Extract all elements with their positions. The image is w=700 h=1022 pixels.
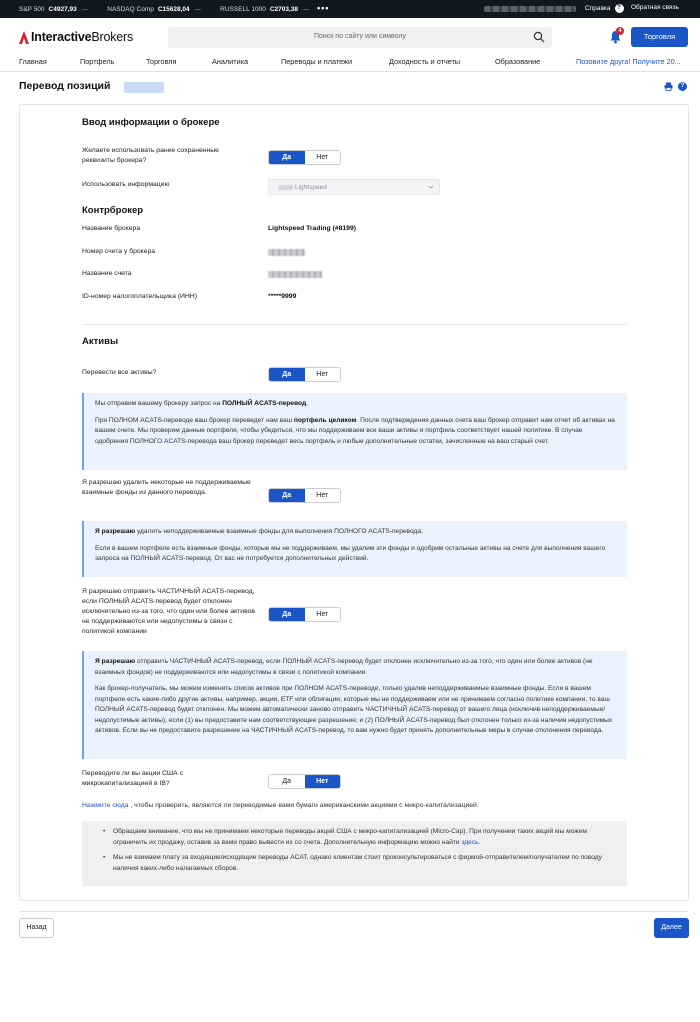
nav-home[interactable]: Главная	[19, 57, 47, 66]
full-acats-info-box	[82, 393, 627, 470]
saved-details-toggle	[268, 150, 341, 165]
account-selector-redacted[interactable]	[484, 6, 576, 12]
remove-funds-yes[interactable]: Да	[269, 489, 305, 502]
info-paragraph: Я разрешаю отправить ЧАСТИЧНЫЙ ACATS-перевод, если ПОЛНЫЙ ACATS-перевод будет отклонен исключительно из-за того, что один или более активов (не взаимных фондов) не поддерживаются или недопустимы в связи с политикой компании.	[95, 658, 593, 676]
help-label: Справка	[585, 5, 611, 12]
note-item: • Мы не взимаем плату за входящие/исходящие переводы ACAT, однако клиентам стоит проконсультироваться с фирмой-отправителем/получателем по поводу наличия каких-либо налагаемых сборов.	[103, 853, 617, 874]
microcap-toggle	[268, 774, 341, 789]
ticker-sp500[interactable]	[19, 6, 88, 13]
search-icon[interactable]	[533, 31, 545, 43]
saved-details-no[interactable]: Нет	[305, 151, 341, 164]
more-tickers-icon[interactable]: •••	[317, 3, 330, 13]
ticker-russell[interactable]	[220, 6, 309, 13]
ticker-delta: —	[303, 5, 310, 13]
feedback-link[interactable]: Обратная связь	[631, 4, 679, 11]
nav-transfers[interactable]: Переводы и платежи	[281, 57, 353, 66]
remove-funds-toggle	[268, 488, 341, 503]
notification-count-badge: 4	[616, 27, 624, 35]
account-id-redacted	[124, 82, 164, 93]
ticker-delta: —	[81, 5, 89, 13]
microcap-check-desc: , чтобы проверить, являются ли переводимые вами бумаги американскими акциями с микро-капитализацией.	[128, 802, 479, 809]
nav-trade[interactable]: Торговля	[146, 57, 177, 66]
saved-details-question: Желаете использовать ранее сохраненные реквизиты брокера?	[82, 147, 219, 164]
counterparty-heading: Контрброкер	[82, 205, 144, 216]
search-input[interactable]: Поиск по сайту или символу	[313, 33, 407, 40]
account-name-label: Название счета	[82, 270, 132, 277]
nav-research[interactable]: Аналитика	[212, 57, 249, 66]
main-header	[0, 18, 700, 54]
transfer-all-toggle	[268, 367, 341, 382]
ticker-name: S&P 500	[19, 5, 45, 13]
use-info-label: Использовать информацию	[82, 181, 170, 188]
ticker-value: C4927,93	[48, 5, 77, 13]
saved-broker-select[interactable]	[268, 179, 440, 195]
microcap-yes[interactable]: Да	[269, 775, 305, 788]
site-search[interactable]	[168, 27, 552, 48]
partial-transfer-no[interactable]: Нет	[305, 608, 341, 621]
microcap-check-text	[82, 802, 479, 809]
ticker-value: C15628,04	[157, 5, 190, 13]
partial-transfer-yes[interactable]: Да	[269, 608, 305, 621]
broker-name-value: Lightspeed Trading (#8199)	[268, 225, 357, 232]
account-number-redacted	[268, 249, 305, 256]
next-button[interactable]: Далее	[654, 918, 689, 938]
notifications-button[interactable]	[609, 30, 622, 44]
tax-id-value: *****9999	[268, 293, 297, 300]
ib-logo-mark-icon	[19, 31, 29, 44]
logo-text-regular: Brokers	[91, 30, 134, 44]
ib-logo[interactable]	[19, 30, 133, 44]
redacted-text	[279, 185, 293, 190]
info-paragraph: При ПОЛНОМ ACATS-переводе ваш брокер переведет нам ваш портфель целиком. После подтверждения данных счета ваш брокер отправит нам отчет об активах на вашем счете. Мы проверим данные портфеля, чтобы убедиться, что мы поддерживаем все ваши активы и портфель соответствует нашей политике. В случае одобрения ПОЛНОГО ACATS-перевода ваш брокер переведет весь портфель и любые дополнительные остатки, зачисленные на ваш старый счет.	[95, 416, 615, 445]
main-nav	[0, 54, 700, 72]
note-item: • Обращаем внимание, что мы не принимаем некоторые переводы акций США с микро-капитализацией (Micro-Cap). При получении таких акций мы можем ограничить их продажу, оставив за вами право вывести их со счета. Дополнительную информацию можно найти здесь.	[103, 827, 617, 848]
tax-id-label: ID-номер налогоплательщика (ИНН)	[82, 293, 197, 300]
select-value: Lightspeed	[295, 184, 327, 191]
microcap-no[interactable]: Нет	[305, 775, 341, 788]
help-icon: ?	[615, 4, 624, 13]
ticker-delta: —	[194, 5, 202, 13]
logo-text-bold: Interactive	[31, 30, 92, 44]
page-help-icon[interactable]: ?	[678, 82, 687, 91]
assets-heading: Активы	[82, 336, 119, 347]
nav-portfolio[interactable]: Портфель	[80, 57, 115, 66]
broker-info-heading: Ввод информации о брокере	[82, 117, 220, 128]
partial-transfer-toggle	[268, 607, 341, 622]
page-title: Перевод позиций	[19, 80, 111, 92]
transfer-all-question: Перевести все активы?	[82, 369, 157, 376]
account-number-label: Номер счета у брокера	[82, 248, 156, 255]
help-link[interactable]	[585, 4, 624, 13]
remove-funds-info-box	[82, 521, 627, 577]
microcap-check-link[interactable]: Нажмите сюда	[82, 802, 129, 809]
transfer-all-yes[interactable]: Да	[269, 368, 305, 381]
market-ticker-bar	[0, 0, 700, 18]
trade-button[interactable]: Торговля	[631, 27, 688, 47]
info-paragraph: Я разрешаю удалить неподдерживаемые взаимные фонды для выполнения ПОЛНОГО ACATS-перевода.	[95, 528, 423, 535]
info-paragraph: Как брокер-получатель, мы можем изменить список активов при ПОЛНОМ ACATS-переводе, только удалив неподдерживаемые взаимные фонды. Если в вашем портфеле есть какие-либо другие активы, например, акции, ETF или облигации, которые мы не поддерживаем или не принимаем согласно политике компании, то ваш ПОЛНЫЙ ACATS-перевод будет отклонен. Мы можем автоматически заново отправить ЧАСТИЧНЫЙ ACATS-перевод от вашего лица (исключив неподдерживаемые/недопустимые активы), если (1) вы предоставите нам соответствующее разрешение; и (2) ПОЛНЫЙ ACATS-перевод был отклонен только из-за наличия недопустимых активов. Если вы не предоставите разрешение на ЧАСТИЧНЫЙ ACATS-перевод, то вам нужно будет принять дополнительные меры в случае отклонения перевода.	[95, 685, 613, 734]
transfer-all-no[interactable]: Нет	[305, 368, 341, 381]
partial-transfer-info-box	[82, 651, 627, 759]
print-icon[interactable]	[664, 82, 673, 91]
footer-divider	[19, 911, 689, 912]
ticker-nasdaq[interactable]	[107, 6, 201, 13]
nav-performance-reports[interactable]: Доходность и отчеты	[389, 57, 461, 66]
ticker-name: RUSSELL 1000	[220, 5, 266, 13]
more-info-link[interactable]: здесь	[461, 838, 479, 846]
microcap-question: Переводите ли вы акции США с микрокапитализацией в IB?	[82, 770, 183, 787]
partial-transfer-question: Я разрешаю отправить ЧАСТИЧНЫЙ ACATS-перевод, если ПОЛНЫЙ ACATS-перевод будет отклонен исключительно из-за того, что один или более активов не поддерживаются или недопустимы в связи с политикой компании	[82, 588, 256, 635]
info-paragraph: Мы отправим вашему брокеру запрос на ПОЛНЫЙ ACATS-перевод.	[95, 400, 309, 407]
back-button[interactable]: Назад	[19, 918, 54, 938]
remove-funds-question: Я разрешаю удалить некоторые не поддерживаемые взаимные фонды из данного перевода.	[82, 479, 251, 496]
broker-name-label: Название брокера	[82, 225, 141, 232]
saved-details-yes[interactable]: Да	[269, 151, 305, 164]
nav-refer-friend[interactable]: Позовите друга! Получите 20...	[576, 57, 681, 66]
remove-funds-no[interactable]: Нет	[305, 489, 341, 502]
ticker-name: NASDAQ Comp	[107, 5, 154, 13]
section-divider	[82, 324, 627, 325]
account-name-redacted	[268, 271, 322, 278]
ticker-value: C2703,38	[269, 5, 299, 13]
microcap-notes-box	[82, 821, 627, 886]
info-paragraph: Если в вашем портфеле есть взаимные фонды, которые мы не поддерживаем, мы удалим эти фонды и одобрим остальные активы на счете для выполнения вашего запроса на ПОЛНЫЙ ACATS-перевод. От вас не потребуется дополнительных действий.	[95, 544, 606, 562]
chevron-down-icon	[428, 184, 434, 190]
nav-education[interactable]: Образование	[495, 57, 541, 66]
